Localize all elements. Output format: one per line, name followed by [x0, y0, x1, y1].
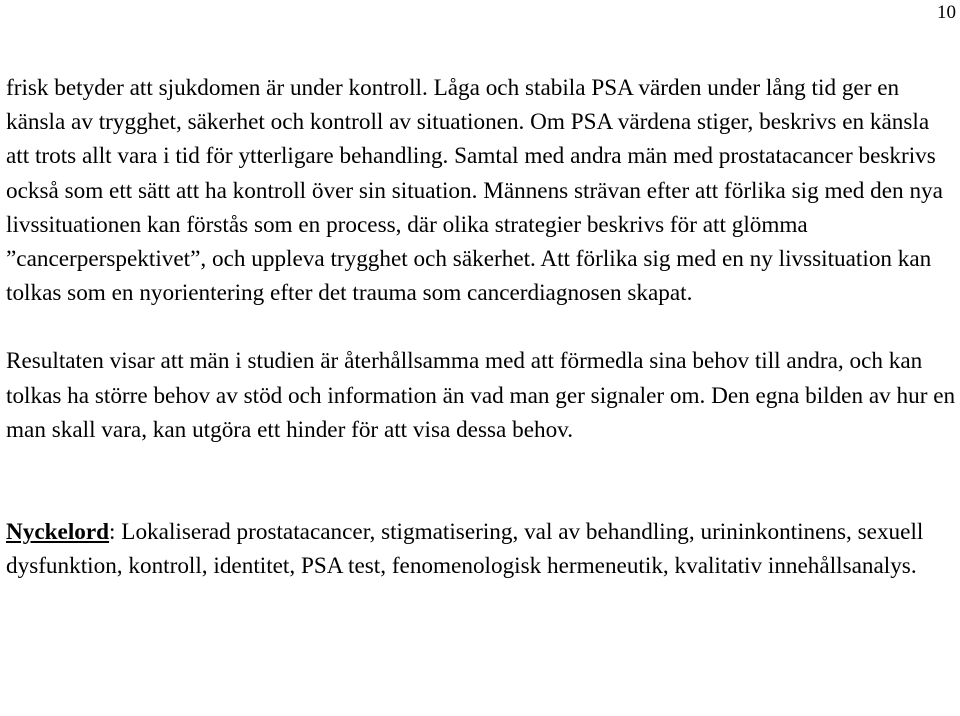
body-text — [6, 71, 956, 583]
page-number: 10 — [937, 2, 956, 23]
keywords-label: Nyckelord — [6, 519, 110, 546]
keywords-line — [6, 515, 956, 583]
keywords-separator: : — [109, 519, 116, 546]
paragraph-results-needs: Resultaten visar att män i studien är återhållsamma med att förmedla sina behov till andra, och kan tolkas ha större behov av stöd och information än vad man ger signaler om. Den egna bilden av hur en man skall vara, kan utgöra ett hinder för att visa dessa behov. — [6, 348, 956, 443]
keywords-text: Lokaliserad prostatacancer, stigmatisering, val av behandling, urininkontinens, sexuell dysfunktion, kontroll, identitet, PSA test, fenomenologisk hermeneutik, kvalitativ innehållsanalys. — [6, 519, 924, 580]
paragraph-results-control: frisk betyder att sjukdomen är under kontroll. Låga och stabila PSA värden under lång tid ger en känsla av trygghet, säkerhet och kontroll av situationen. Om PSA värdena stiger, beskrivs en känsla att trots allt vara i tid för ytterligare behandling. Samtal med andra män med prostatacancer beskrivs också som ett sätt att ha kontroll över sin situation. Männens strävan efter att förlika sig med den nya livssituationen kan förstås som en process, där olika strategier beskrivs för att glömma ”cancerperspektivet”, och uppleva trygghet och säkerhet. Att förlika sig med en ny livssituation kan tolkas som en nyorientering efter det trauma som cancerdiagnosen skapat. — [6, 75, 943, 307]
